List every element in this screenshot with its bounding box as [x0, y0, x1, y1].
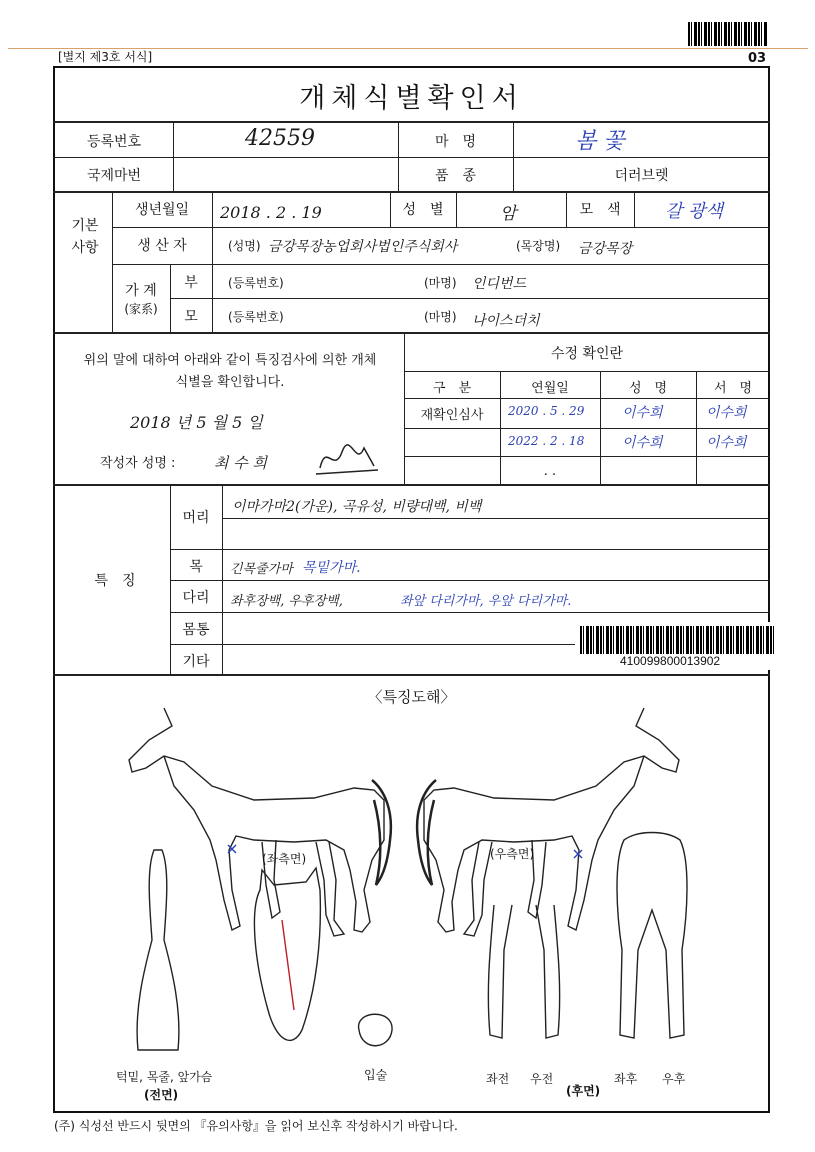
- diagram-title: 〈특징도해〉: [367, 688, 456, 706]
- color-value: 갈 광색: [665, 201, 723, 222]
- horse-name-value: 봄 꽃: [575, 129, 625, 154]
- intl-label: 국제마번: [86, 168, 142, 184]
- top-barcode: [688, 22, 768, 46]
- right-rear-label: 우후: [662, 1072, 686, 1086]
- reg-value: 42559: [245, 126, 315, 151]
- breed-value: 더러브렛: [614, 168, 669, 184]
- barcode-number: 410099800013902: [620, 654, 721, 668]
- farm-tag: (목장명): [516, 239, 561, 253]
- dam-reg-tag: (등록번호): [228, 310, 284, 324]
- page-number: 03: [748, 51, 767, 66]
- right-side-label: (우측면): [490, 847, 535, 861]
- sex-label: 성 별: [402, 202, 444, 218]
- legs-value-blue: 좌앞 다리가마, 우앞 다리가마.: [400, 594, 572, 609]
- birth-label: 생년월일: [134, 202, 190, 218]
- rev-row1-sign: 이수희: [706, 405, 747, 421]
- rev-row2-name: 이수희: [622, 435, 663, 451]
- neck-value-blue: 목밑가마.: [302, 560, 361, 576]
- producer-name: 금강목장농업회사법인주식회사: [268, 239, 458, 255]
- head-label: 머리: [182, 510, 210, 526]
- reg-label: 등록번호: [86, 134, 142, 150]
- rev-row2-sign: 이수희: [706, 435, 747, 451]
- legs-value-black: 좌후장백, 우후장백,: [230, 594, 343, 609]
- dam-name: 나이스더치: [472, 313, 540, 329]
- id-barcode: [580, 626, 776, 654]
- rear-caption: (후면): [566, 1084, 601, 1098]
- farm-name: 금강목장: [578, 241, 633, 257]
- left-front-label: 좌전: [486, 1072, 510, 1086]
- neck-value-black: 긴목줄가마: [230, 562, 293, 577]
- revision-title: 수정 확인란: [550, 346, 624, 362]
- confirm-date: 2018 년 5 월 5 일: [130, 413, 263, 432]
- writer-name: 최 수 희: [214, 454, 268, 472]
- document-title: 개체식별확인서: [299, 83, 524, 114]
- legs-label: 다리: [182, 590, 210, 606]
- dam-label: 모: [184, 309, 198, 325]
- sex-value: 암: [500, 204, 517, 224]
- neck-caption: 턱밑, 목줄, 앞가슴: [116, 1070, 213, 1084]
- left-side-label: (좌측면): [262, 852, 307, 866]
- body-label: 몸통: [182, 622, 210, 638]
- producer-label: 생 산 자: [137, 238, 187, 254]
- lineage-sub: (家系): [124, 302, 158, 316]
- other-label: 기타: [182, 654, 210, 670]
- rev-header-name: 성 명: [628, 381, 668, 396]
- producer-name-tag: (성명): [228, 239, 261, 253]
- birth-value: 2018 . 2 . 19: [220, 203, 322, 222]
- writer-label: 작성자 성명 :: [100, 456, 176, 471]
- sire-name-tag: (마명): [424, 276, 457, 290]
- form-number: [별지 제3호 서식]: [58, 50, 153, 64]
- rev-row1-date: 2020 . 5 . 29: [508, 404, 585, 418]
- left-rear-label: 좌후: [614, 1072, 638, 1086]
- rev-row2-date: 2022 . 2 . 18: [508, 434, 585, 448]
- footnote: (주) 식성선 반드시 뒷면의 『유의사항』을 읽어 보신후 작성하시기 바랍니다.: [54, 1119, 458, 1133]
- rev-header-date: 연월일: [531, 381, 569, 396]
- lip-caption: 입술: [364, 1068, 388, 1082]
- rev-header-type: 구 분: [432, 381, 472, 396]
- front-caption: (전면): [144, 1088, 179, 1102]
- sire-name: 인디번드: [472, 276, 527, 292]
- horse-name-label: 마 명: [434, 134, 477, 150]
- rev-row3-date: . .: [543, 464, 557, 479]
- confirm-statement: 위의 말에 대하여 아래와 같이 특징검사에 의한 개체식별을 확인합니다.: [83, 353, 377, 390]
- dam-name-tag: (마명): [424, 310, 457, 324]
- horse-diagram: [54, 690, 769, 1110]
- features-side-label: 특 징: [94, 573, 136, 589]
- sire-label: 부: [184, 275, 198, 291]
- color-label: 모 색: [579, 202, 621, 218]
- sire-reg-tag: (등록번호): [228, 276, 284, 290]
- lineage-label: 가 계: [125, 283, 157, 299]
- basic-side-label: 기본사항: [71, 218, 99, 256]
- writer-signature: [312, 438, 382, 478]
- rev-header-sign: 서 명: [713, 381, 753, 396]
- neck-label: 목: [189, 559, 203, 575]
- rev-row1-type: 재확인심사: [420, 408, 484, 423]
- breed-label: 품 종: [434, 168, 477, 184]
- right-front-label: 우전: [530, 1072, 554, 1086]
- rev-row1-name: 이수희: [622, 405, 663, 421]
- head-value: 이마가마2(가운), 곡유성, 비량대백, 비백: [232, 499, 482, 515]
